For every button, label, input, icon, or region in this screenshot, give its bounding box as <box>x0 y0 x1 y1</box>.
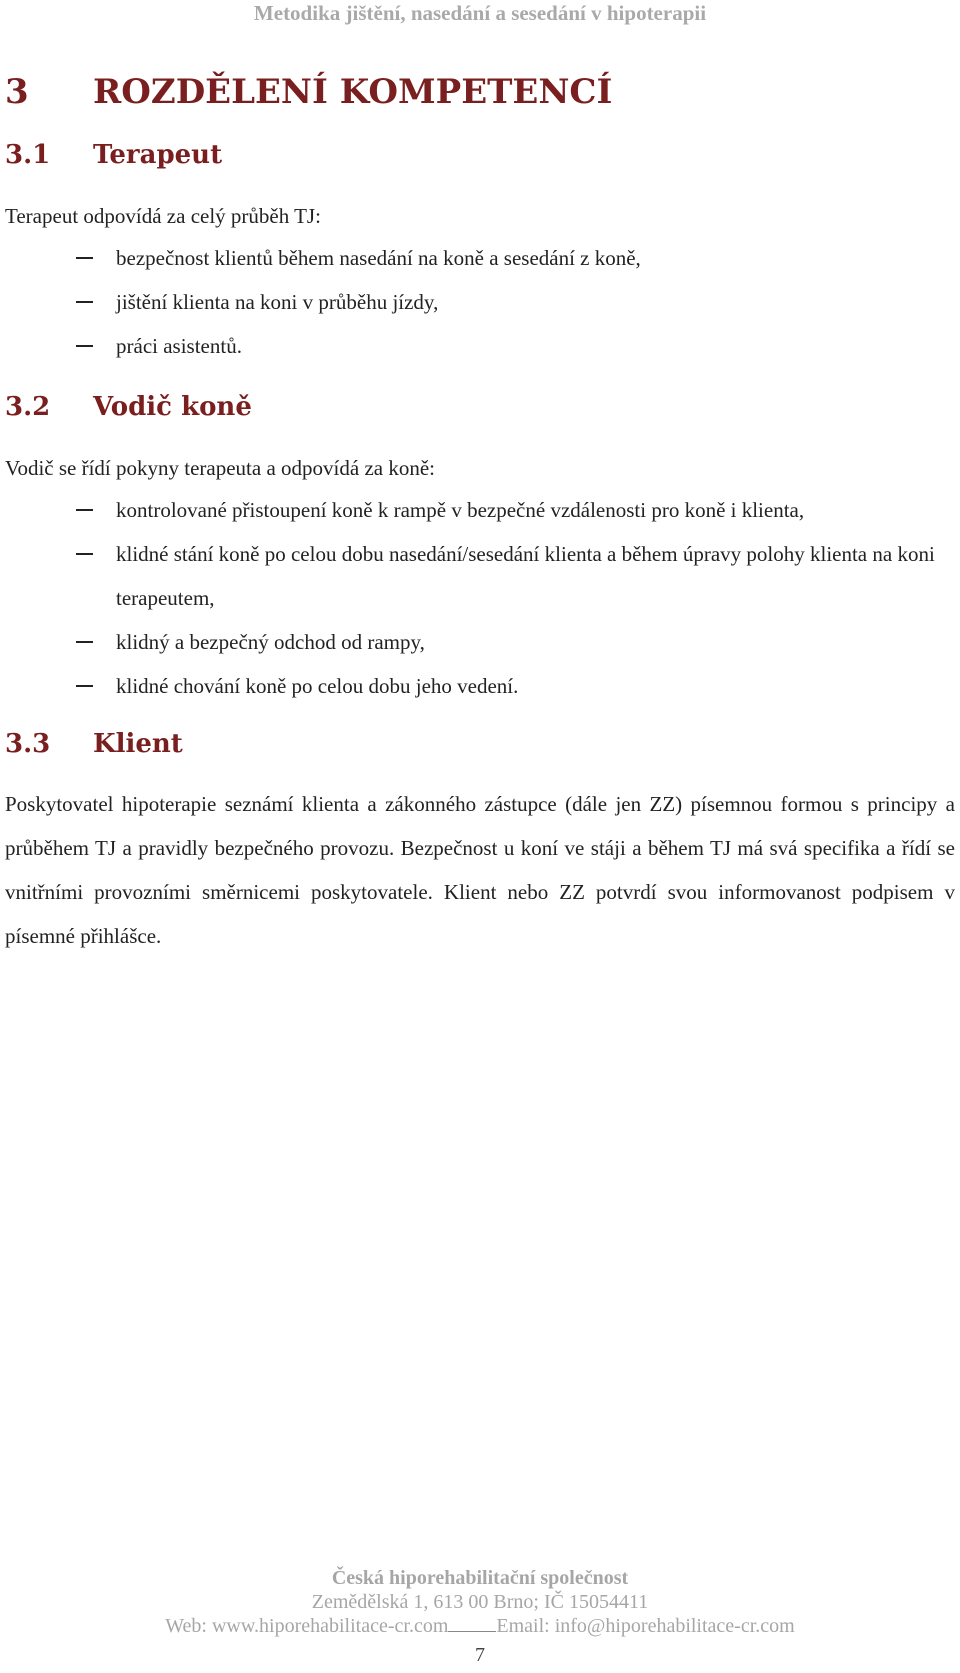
section-heading-vodic-kone <box>5 390 252 424</box>
list-item <box>0 236 960 280</box>
bullet-list-vodic <box>0 488 960 708</box>
chapter-heading <box>5 70 612 114</box>
list-item <box>0 532 960 620</box>
list-item <box>0 280 960 324</box>
list-item <box>0 620 960 664</box>
list-item-text: kontrolované přistoupení koně k rampě v bezpečné vzdálenosti pro koně i klienta, <box>116 498 805 522</box>
section-paragraph: Poskytovatel hipoterapie seznámí klienta a zákonného zástupce (dále jen ZZ) písemnou formou s principy a průběhem TJ a pravidly bezpečného provozu. Bezpečnost u koní ve stáji a během TJ má svá specifika a řídí se vnitřními provozními směrnicemi poskytovatele. Klient nebo ZZ potvrdí svou informovanost podpisem v písemné přihlášce. <box>5 792 955 948</box>
list-item-text: klidné chování koně po celou dobu jeho vedení. <box>116 674 519 698</box>
dash-bullet <box>76 553 93 555</box>
footer-web-link[interactable]: Web: www.hiporehabilitace-cr.com <box>165 1615 449 1637</box>
section-heading-klient <box>5 727 183 761</box>
list-item-text: jištění klienta na koni v průběhu jízdy, <box>116 290 439 314</box>
section-heading-terapeut <box>5 138 222 172</box>
dash-bullet <box>76 257 93 259</box>
chapter-title: ROZDĚLENÍ KOMPETENCÍ <box>93 72 613 112</box>
section-title: Vodič koně <box>93 392 252 422</box>
list-item-text: bezpečnost klientů během nasedání na koně a sesedání z koně, <box>116 246 641 270</box>
list-item <box>0 324 960 368</box>
chapter-number: 3 <box>5 72 29 112</box>
list-item <box>0 664 960 708</box>
footer-address: Zemědělská 1, 613 00 Brno; IČ 15054411 <box>311 1591 649 1613</box>
section-number: 3.1 <box>5 140 51 170</box>
list-item-text: klidné stání koně po celou dobu nasedání/sesedání klienta a během úpravy polohy klienta na koni terapeutem, <box>116 542 935 610</box>
section-intro: Terapeut odpovídá za celý průběh TJ: <box>5 204 321 228</box>
section-title: Terapeut <box>93 140 223 170</box>
dash-bullet <box>76 685 93 687</box>
dash-bullet <box>76 641 93 643</box>
dash-bullet <box>76 509 93 511</box>
section-title: Klient <box>93 729 183 759</box>
bullet-list-terapeut <box>0 236 960 368</box>
list-item <box>0 488 960 532</box>
dash-bullet <box>76 301 93 303</box>
footer-organization: Česká hiporehabilitační společnost <box>331 1567 629 1589</box>
page-number: 7 <box>475 1644 485 1666</box>
footer-email-link[interactable]: Email: info@hiporehabilitace-cr.com <box>496 1615 795 1637</box>
section-number: 3.3 <box>5 729 51 759</box>
list-item-text: klidný a bezpečný odchod od rampy, <box>116 630 425 654</box>
footer-separator <box>448 1617 496 1632</box>
section-intro: Vodič se řídí pokyny terapeuta a odpovídá za koně: <box>5 456 435 480</box>
footer-contacts <box>0 1614 960 1638</box>
dash-bullet <box>76 345 93 347</box>
section-number: 3.2 <box>5 392 51 422</box>
running-header: Metodika jištění, nasedání a sesedání v hipoterapii <box>253 1 707 25</box>
list-item-text: práci asistentů. <box>116 334 242 358</box>
